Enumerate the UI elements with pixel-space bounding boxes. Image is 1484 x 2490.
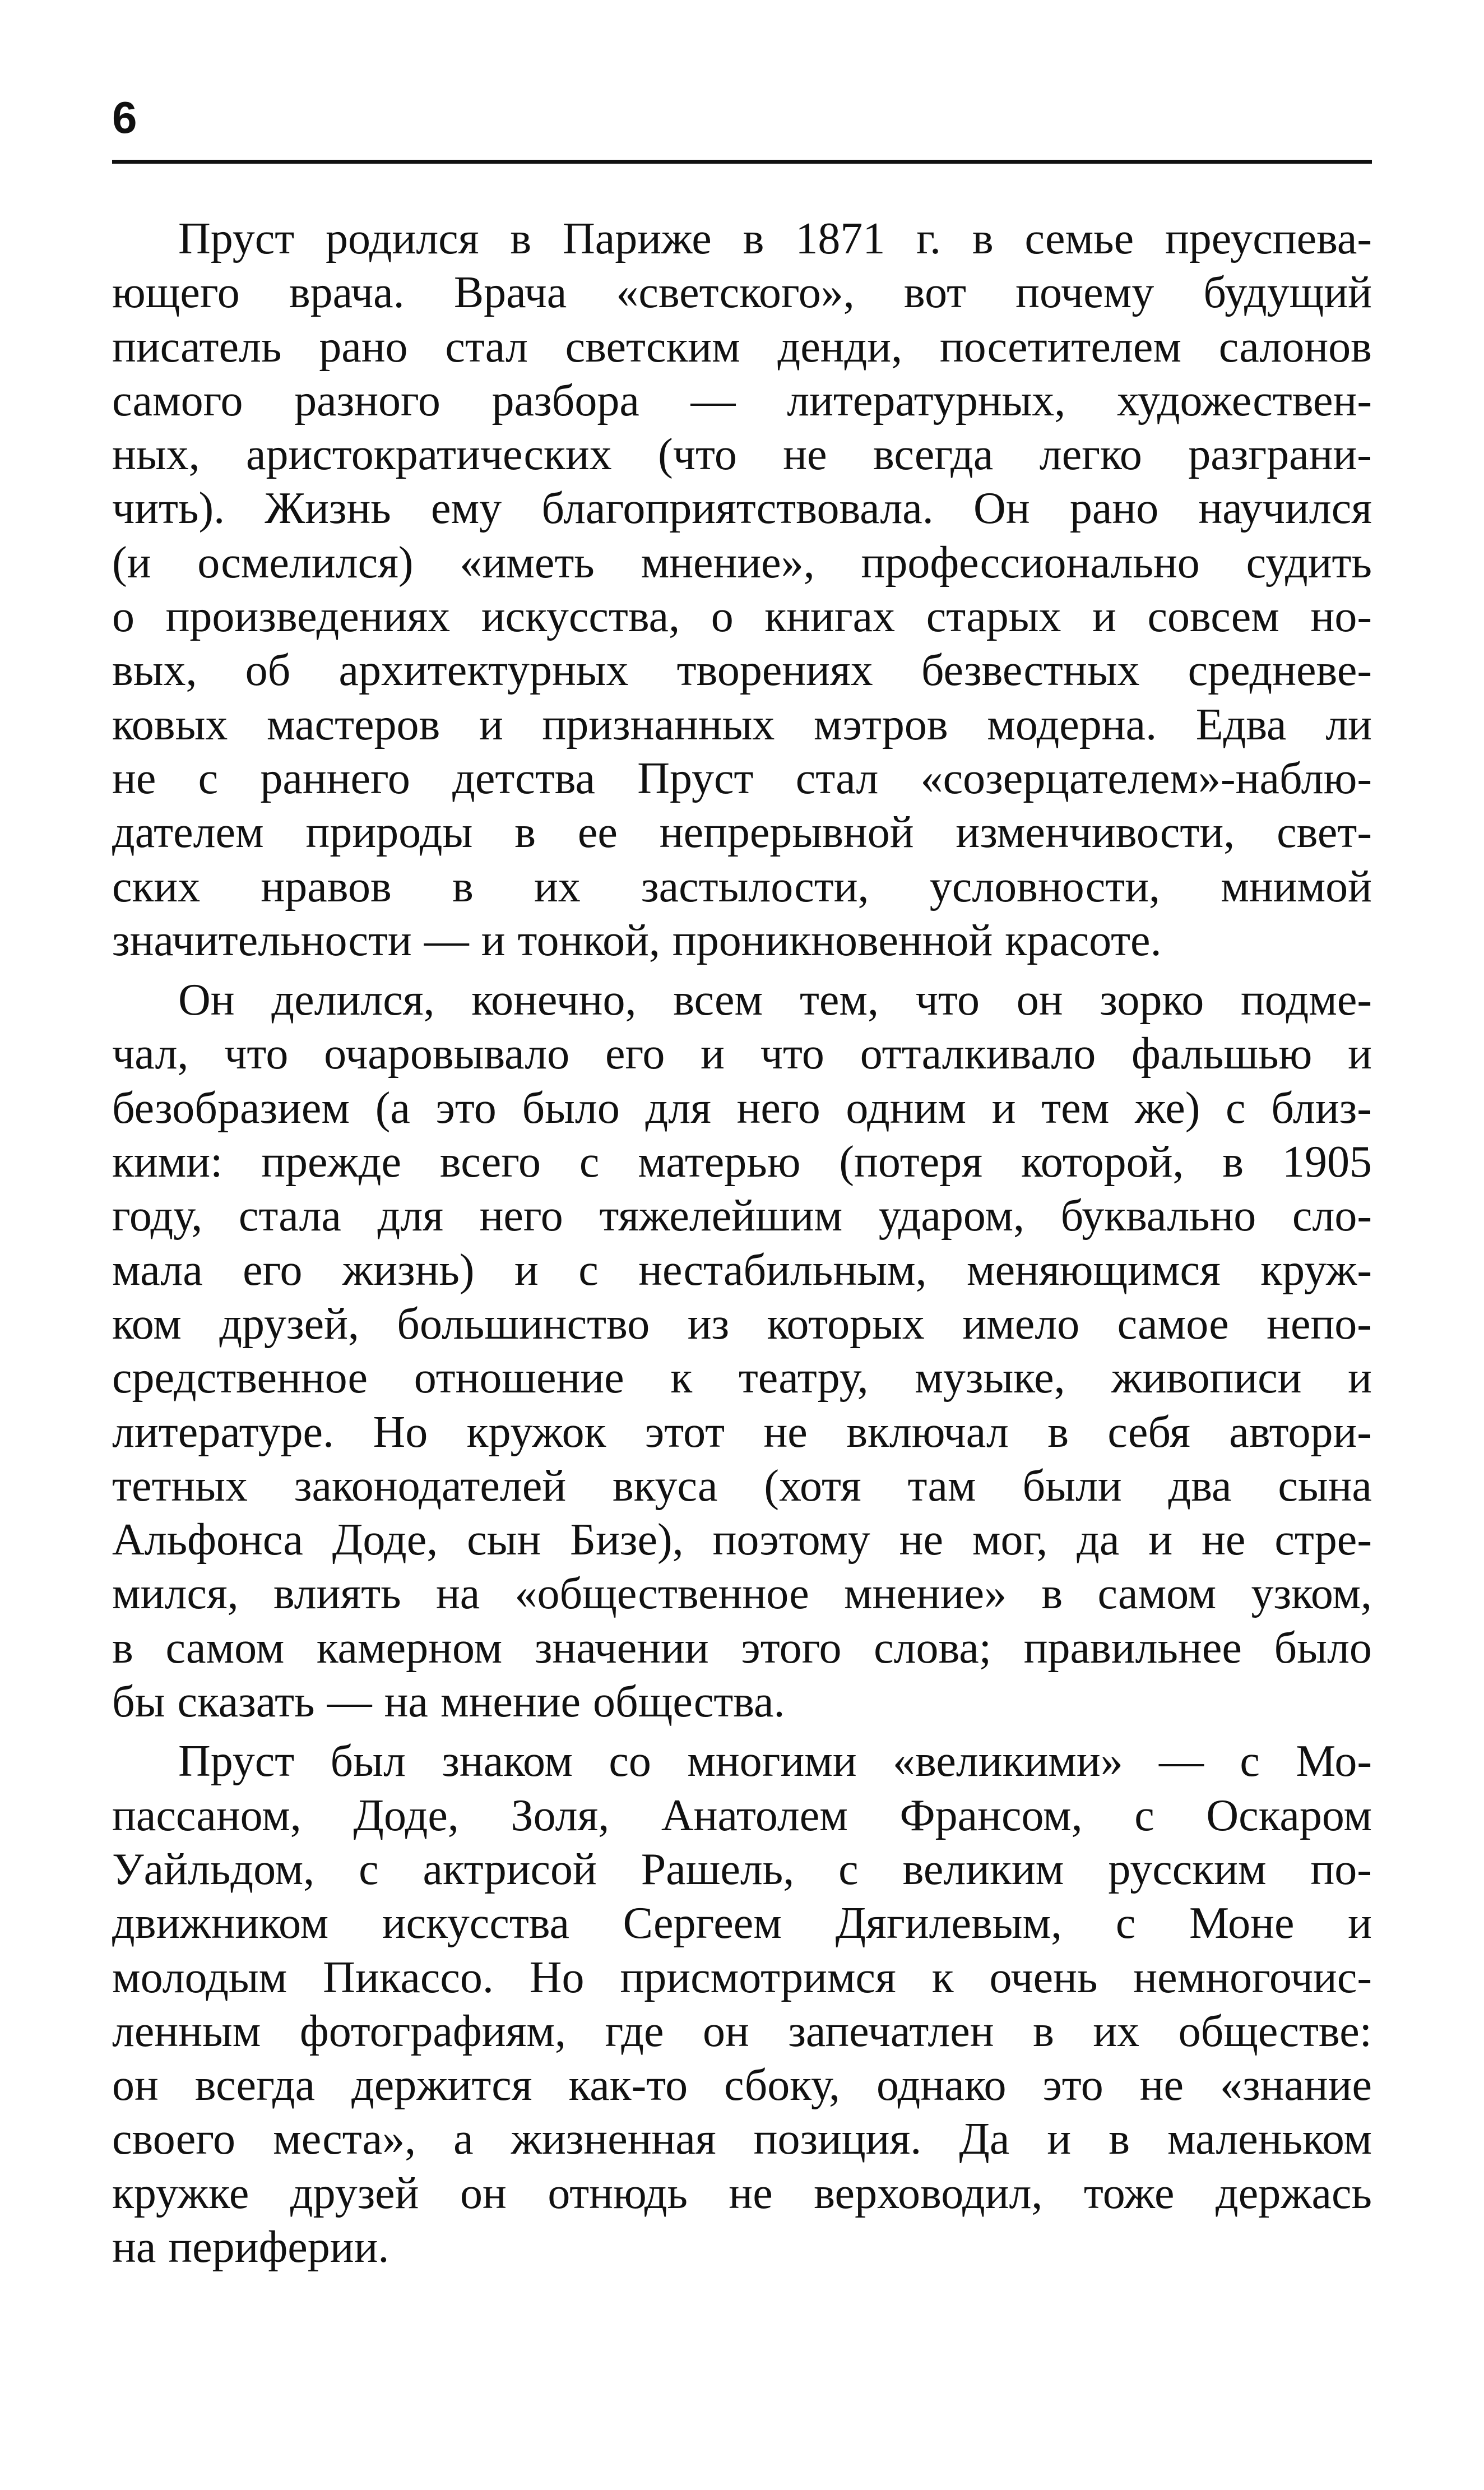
text-line: ных, аристократических (что не всегда легко разграни- (112, 430, 1372, 480)
text-line: молодым Пикассо. Но присмотримся к очень немногочис- (112, 1952, 1372, 2002)
text-line: самого разного разбора — литературных, художествен- (112, 376, 1372, 425)
text-line: ком друзей, большинство из которых имело самое непо- (112, 1299, 1372, 1349)
page-number: 6 (112, 92, 137, 142)
text-line: средственное отношение к театру, музыке, живописи и (112, 1353, 1372, 1403)
text-line: писатель рано стал светским денди, посетителем салонов (112, 322, 1372, 372)
text-line: своего места», а жизненная позиция. Да и в маленьком (112, 2114, 1372, 2164)
text-line: не с раннего детства Пруст стал «созерцателем»-наблю- (112, 753, 1372, 803)
text-line: году, стала для него тяжелейшим ударом, буквально сло- (112, 1191, 1372, 1241)
text-line: безобразием (а это было для него одним и тем же) с близ- (112, 1083, 1372, 1133)
text-line: он всегда держится как-то сбоку, однако это не «знание (112, 2061, 1372, 2111)
paragraph (112, 212, 1372, 968)
text-line: (и осмелился) «иметь мнение», профессионально судить (112, 538, 1372, 587)
text-line: литературе. Но кружок этот не включал в себя автори- (112, 1407, 1372, 1457)
text-line: мала его жизнь) и с нестабильным, меняющимся круж- (112, 1245, 1372, 1295)
text-line: бы сказать — на мнение общества. (112, 1677, 785, 1727)
text-body (112, 212, 1372, 2274)
text-line: пассаном, Доде, Золя, Анатолем Франсом, с Оскаром (112, 1790, 1372, 1840)
text-line: Альфонса Доде, сын Бизе), поэтому не мог, да и не стре- (112, 1515, 1372, 1565)
text-line: ленным фотографиям, где он запечатлен в их обществе: (112, 2006, 1372, 2056)
text-line: в самом камерном значении этого слова; правильнее было (112, 1623, 1372, 1673)
text-line: Пруст родился в Париже в 1871 г. в семье преуспева- (178, 214, 1372, 263)
text-line: ковых мастеров и признанных мэтров модерна. Едва ли (112, 700, 1372, 749)
text-line: чал, что очаровывало его и что отталкивало фальшью и (112, 1029, 1372, 1079)
header-rule (112, 160, 1372, 164)
paragraph (112, 973, 1372, 1729)
text-line: мился, влиять на «общественное мнение» в самом узком, (112, 1569, 1372, 1619)
text-line: кими: прежде всего с матерью (потеря которой, в 1905 (112, 1137, 1372, 1187)
text-line: тетных законодателей вкуса (хотя там были два сына (112, 1461, 1372, 1511)
text-line: чить). Жизнь ему благоприятствовала. Он рано научился (112, 484, 1372, 534)
text-line: движником искусства Сергеем Дягилевым, с Моне и (112, 1899, 1372, 1949)
text-line: Уайльдом, с актрисой Рашель, с великим русским по- (112, 1844, 1372, 1894)
text-line: ских нравов в их застылости, условности, мнимой (112, 862, 1372, 911)
text-line: на периферии. (112, 2222, 389, 2272)
text-line: Он делился, конечно, всем тем, что он зорко подме- (178, 975, 1372, 1025)
text-line: Пруст был знаком со многими «великими» — с Мо- (178, 1737, 1372, 1786)
text-line: вых, об архитектурных творениях безвестных средневе- (112, 646, 1372, 696)
text-line: значительности — и тонкой, проникновенной красоте. (112, 915, 1162, 965)
text-line: ющего врача. Врача «светского», вот почему будущий (112, 268, 1372, 318)
text-line: о произведениях искусства, о книгах старых и совсем но- (112, 592, 1372, 642)
paragraph (112, 1734, 1372, 2274)
text-line: дателем природы в ее непрерывной изменчивости, свет- (112, 808, 1372, 858)
text-line: кружке друзей он отнюдь не верховодил, тоже держась (112, 2168, 1372, 2218)
